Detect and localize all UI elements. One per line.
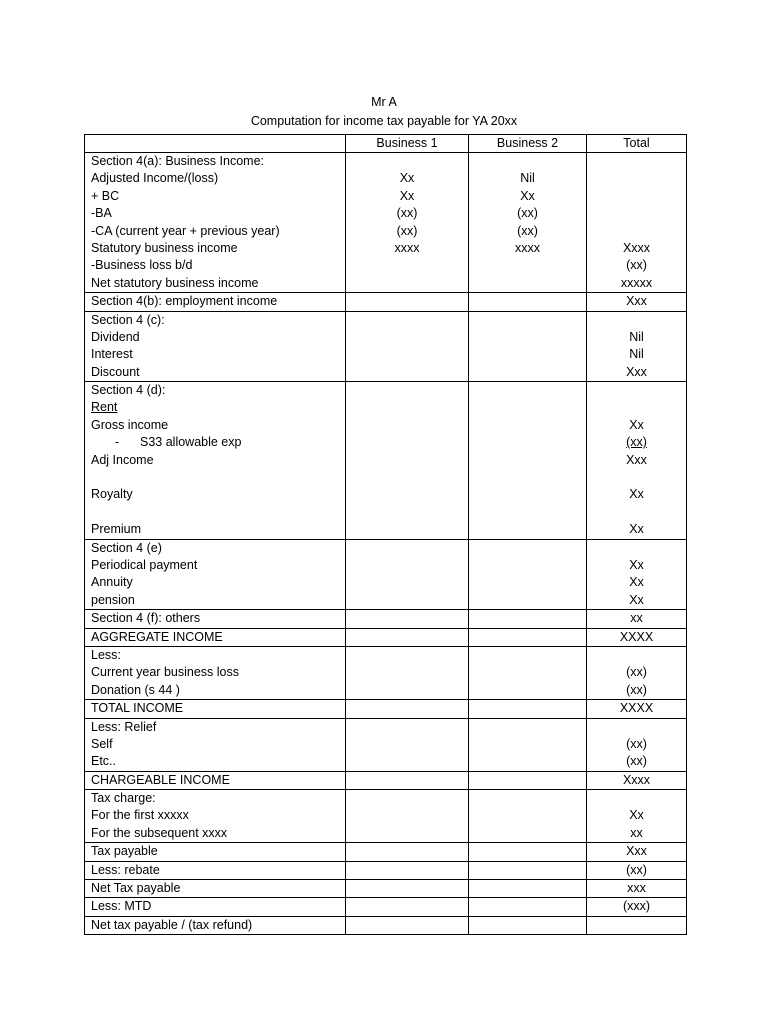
total-value: Xx — [629, 808, 644, 823]
business-1-value: Xx — [399, 171, 415, 186]
table-body — [85, 153, 687, 935]
table-section — [85, 153, 687, 293]
row-label: Tax payable — [91, 844, 158, 859]
total-value-cell — [587, 382, 687, 540]
tax-computation-table — [84, 134, 687, 935]
total-value-cell — [587, 916, 687, 934]
column-header-total: Total — [587, 135, 687, 153]
total-value: Xx — [629, 592, 644, 607]
table-section — [85, 916, 687, 934]
business-1-value-cell — [346, 898, 469, 916]
business-1-value-cell — [346, 311, 469, 382]
business-1-value-cell — [346, 646, 469, 699]
total-value: XXXX — [619, 701, 654, 716]
total-value: Xxx — [626, 452, 647, 467]
row-label-cell — [85, 153, 346, 293]
total-value: (xx) — [626, 754, 647, 769]
total-value: xx — [630, 825, 643, 840]
row-label: Section 4 (e) — [91, 540, 162, 555]
business-1-value-cell — [346, 843, 469, 861]
row-label: Net tax payable / (tax refund) — [91, 917, 253, 932]
row-label: Periodical payment — [91, 557, 198, 572]
total-value-cell — [587, 700, 687, 718]
row-label: Discount — [91, 364, 140, 379]
business-1-value-cell — [346, 539, 469, 610]
row-label-cell — [85, 718, 346, 771]
business-2-value-cell — [469, 898, 587, 916]
row-label: -BA — [91, 206, 112, 221]
row-label-cell — [85, 700, 346, 718]
row-label: Less: MTD — [91, 899, 152, 914]
total-value-cell — [587, 771, 687, 789]
total-value: (xx) — [626, 736, 647, 751]
total-value: (xx) — [626, 435, 647, 450]
row-label-cell — [85, 916, 346, 934]
row-label: Dividend — [91, 329, 140, 344]
total-value: xxxxx — [620, 275, 653, 290]
business-2-value-cell — [469, 771, 587, 789]
business-2-value-cell — [469, 861, 587, 879]
business-1-value-cell — [346, 628, 469, 646]
row-label-cell — [85, 628, 346, 646]
table-section — [85, 610, 687, 628]
document-title: Computation for income tax payable for YA 20xx — [250, 114, 518, 128]
business-1-value: Xx — [399, 188, 415, 203]
business-1-value-cell — [346, 153, 469, 293]
total-value: (xx) — [626, 665, 647, 680]
row-label: - S33 allowable exp — [115, 435, 242, 450]
business-2-value-cell — [469, 843, 587, 861]
table-section — [85, 628, 687, 646]
business-2-value-cell — [469, 916, 587, 934]
total-value: Xx — [629, 487, 644, 502]
business-2-value: Nil — [520, 171, 535, 186]
table-section — [85, 700, 687, 718]
total-value-cell — [587, 790, 687, 843]
row-label-cell — [85, 898, 346, 916]
row-label: AGGREGATE INCOME — [91, 629, 223, 644]
row-label: Adjusted Income/(loss) — [91, 171, 219, 186]
row-label-cell — [85, 646, 346, 699]
business-2-value: (xx) — [517, 223, 538, 238]
row-label: Premium — [91, 522, 142, 537]
business-1-value-cell — [346, 790, 469, 843]
business-2-value-cell — [469, 880, 587, 898]
total-value: (xxx) — [622, 899, 651, 914]
total-value: Xxx — [626, 844, 647, 859]
row-label: Less: Relief — [91, 719, 157, 734]
row-label-cell — [85, 311, 346, 382]
total-value-cell — [587, 861, 687, 879]
business-2-value-cell — [469, 382, 587, 540]
table-header-row — [85, 135, 687, 153]
row-label: Donation (s 44 ) — [91, 682, 180, 697]
row-label-cell — [85, 539, 346, 610]
row-label: -CA (current year + previous year) — [91, 223, 280, 238]
row-label: Rent — [91, 400, 118, 415]
table-section — [85, 861, 687, 879]
total-value-cell — [587, 646, 687, 699]
row-label: Section 4(b): employment income — [91, 294, 278, 309]
total-value: (xx) — [626, 682, 647, 697]
row-label: Royalty — [91, 487, 133, 502]
business-1-value-cell — [346, 610, 469, 628]
row-label: Net statutory business income — [91, 275, 259, 290]
business-2-value: Xx — [520, 188, 535, 203]
row-label: Section 4 (c): — [91, 312, 165, 327]
row-label: Gross income — [91, 417, 169, 432]
total-value: Xx — [629, 575, 644, 590]
business-1-value-cell — [346, 771, 469, 789]
business-1-value: (xx) — [396, 206, 418, 221]
row-label: Current year business loss — [91, 665, 239, 680]
total-value: (xx) — [626, 258, 647, 273]
row-label: Etc.. — [91, 754, 117, 769]
business-2-value-cell — [469, 790, 587, 843]
business-2-value-cell — [469, 718, 587, 771]
table-section — [85, 790, 687, 843]
column-header-label — [85, 135, 346, 153]
row-label: pension — [91, 592, 135, 607]
person-name: Mr A — [371, 95, 397, 109]
total-value: Xx — [629, 557, 644, 572]
business-1-value-cell — [346, 916, 469, 934]
row-label: TOTAL INCOME — [91, 701, 184, 716]
table-section — [85, 880, 687, 898]
row-label: Adj Income — [91, 452, 154, 467]
row-label: Statutory business income — [91, 240, 238, 255]
row-label-cell — [85, 771, 346, 789]
table-section — [85, 646, 687, 699]
row-label: Annuity — [91, 575, 133, 590]
total-value: Xx — [629, 417, 644, 432]
total-value: xx — [630, 611, 643, 626]
business-2-value-cell — [469, 311, 587, 382]
total-value: Xx — [629, 522, 644, 537]
total-value: Nil — [629, 347, 644, 362]
business-1-value-cell — [346, 382, 469, 540]
row-label: For the first xxxxx — [91, 808, 189, 823]
total-value-cell — [587, 898, 687, 916]
row-label-cell — [85, 382, 346, 540]
row-label: For the subsequent xxxx — [91, 825, 228, 840]
total-value-cell — [587, 610, 687, 628]
business-2-value-cell — [469, 539, 587, 610]
total-value-cell — [587, 718, 687, 771]
business-1-value: (xx) — [396, 223, 418, 238]
business-2-value-cell — [469, 153, 587, 293]
business-2-value-cell — [469, 293, 587, 311]
row-label: CHARGEABLE INCOME — [91, 772, 230, 787]
business-2-value-cell — [469, 646, 587, 699]
business-2-value-cell — [469, 610, 587, 628]
business-2-value: xxxx — [515, 240, 540, 255]
total-value: xxx — [627, 881, 646, 896]
row-label: Tax charge: — [91, 791, 156, 806]
table-section — [85, 843, 687, 861]
row-label: Interest — [91, 347, 133, 362]
total-value-cell — [587, 880, 687, 898]
row-label: -Business loss b/d — [91, 258, 193, 273]
column-header-business-2: Business 2 — [469, 135, 587, 153]
column-header-business-1: Business 1 — [346, 135, 469, 153]
business-1-value-cell — [346, 293, 469, 311]
business-1-value-cell — [346, 861, 469, 879]
total-value-cell — [587, 293, 687, 311]
business-2-value: (xx) — [517, 206, 538, 221]
total-value-cell — [587, 539, 687, 610]
total-value-cell — [587, 311, 687, 382]
business-1-value-cell — [346, 700, 469, 718]
total-value: Xxxx — [622, 240, 651, 255]
row-label-cell — [85, 861, 346, 879]
row-label: Section 4 (d): — [91, 383, 166, 398]
table-section — [85, 382, 687, 540]
business-1-value-cell — [346, 718, 469, 771]
total-value: XXXX — [619, 629, 654, 644]
business-2-value-cell — [469, 700, 587, 718]
row-label-cell — [85, 790, 346, 843]
row-label-cell — [85, 843, 346, 861]
total-value-cell — [587, 628, 687, 646]
row-label: Self — [91, 736, 113, 751]
row-label: Net Tax payable — [91, 881, 181, 896]
table-section — [85, 898, 687, 916]
row-label-cell — [85, 880, 346, 898]
total-value: (xx) — [626, 862, 647, 877]
row-label: Less: — [91, 647, 121, 662]
business-1-value: xxxx — [394, 240, 420, 255]
total-value: Nil — [629, 329, 644, 344]
table-section — [85, 293, 687, 311]
business-1-value-cell — [346, 880, 469, 898]
row-label: Less: rebate — [91, 862, 160, 877]
total-value: Xxx — [626, 294, 647, 309]
total-value-cell — [587, 843, 687, 861]
total-value: Xxxx — [622, 772, 651, 787]
table-section — [85, 539, 687, 610]
row-label-cell — [85, 610, 346, 628]
row-label: Section 4(a): Business Income: — [91, 154, 264, 168]
business-2-value-cell — [469, 628, 587, 646]
row-label: Section 4 (f): others — [91, 611, 201, 626]
row-label: + BC — [91, 188, 120, 203]
table-section — [85, 771, 687, 789]
table-section — [85, 311, 687, 382]
total-value: Xxx — [626, 364, 647, 379]
table-section — [85, 718, 687, 771]
total-value-cell — [587, 153, 687, 293]
row-label-cell — [85, 293, 346, 311]
